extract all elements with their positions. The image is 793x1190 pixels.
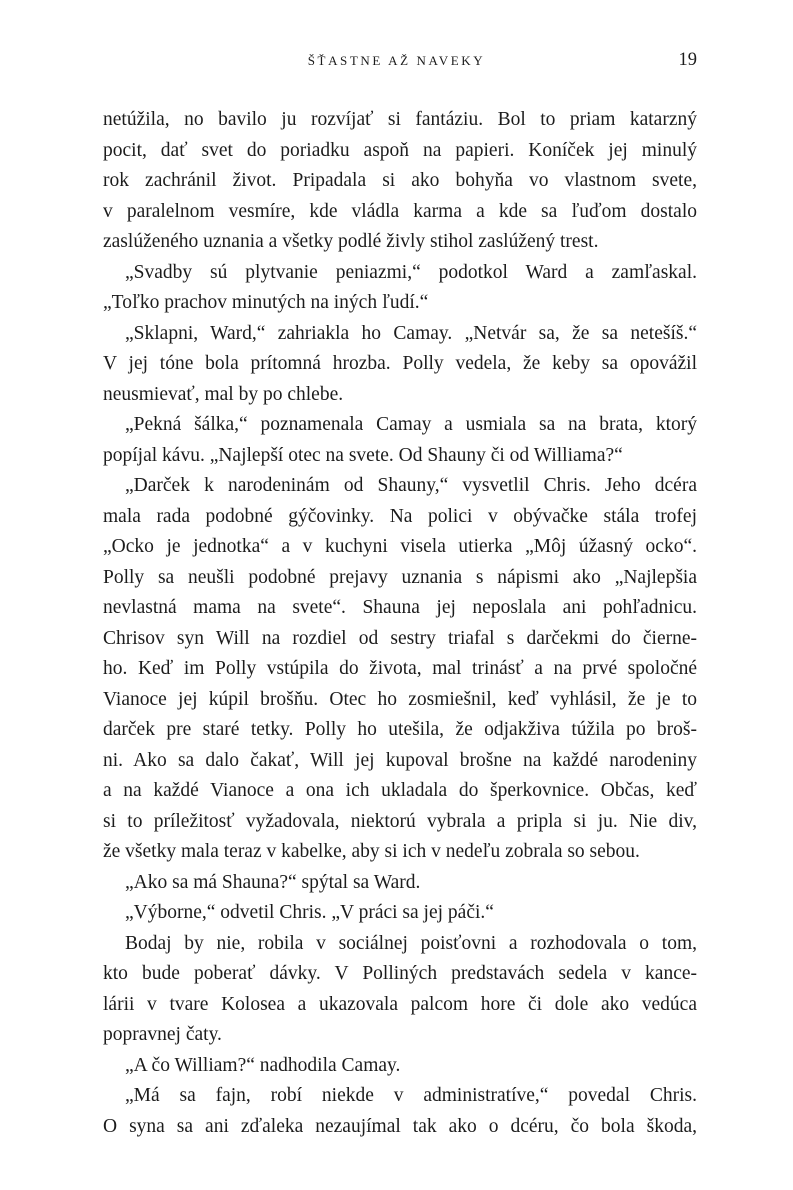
- text-line: „Ocko je jednotka“ a v kuchyni visela utierka „Môj úžasný ocko“.: [103, 536, 697, 557]
- text-line: V jej tóne bola prítomná hrozba. Polly vedela, že keby sa opovážil: [103, 353, 697, 374]
- text-line: ho. Keď im Polly vstúpila do života, mal trinásť a na prvé spoločné: [103, 658, 697, 679]
- text-line: O syna sa ani zďaleka nezaujímal tak ako o dcéru, čo bola škoda,: [103, 1115, 697, 1137]
- text-line: ni. Ako sa dalo čakať, Will jej kupoval brošne na každé narodeniny: [103, 749, 697, 771]
- text-line: „Svadby sú plytvanie peniazmi,“ podotkol Ward a zamľaskal.: [125, 261, 697, 283]
- text-line: popíjal kávu. „Najlepší otec na svete. Od Shauny či od Williama?“: [103, 444, 623, 466]
- text-line: rok zachránil život. Pripadala si ako bohyňa vo vlastnom svete,: [103, 170, 697, 191]
- text-line: a na každé Vianoce a ona ich ukladala do šperkovnice. Občas, keď: [103, 780, 697, 801]
- text-line: Vianoce jej kúpil brošňu. Otec ho zosmiešnil, keď vyhlásil, že je to: [103, 688, 697, 710]
- text-line: „A čo William?“ nadhodila Camay.: [125, 1054, 401, 1076]
- body-text: [103, 105, 697, 1142]
- text-line: Chrisov syn Will na rozdiel od sestry triafal s darčekmi do čierne-: [103, 627, 697, 649]
- text-line: „Ako sa má Shauna?“ spýtal sa Ward.: [125, 871, 421, 893]
- text-line: lárii v tvare Kolosea a ukazovala palcom hore či dole ako vedúca: [103, 993, 697, 1015]
- text-line: si to príležitosť vyžadovala, niektorú vybrala a pripla si ju. Nie div,: [103, 810, 697, 832]
- text-line: „Toľko prachov minutých na iných ľudí.“: [103, 292, 429, 313]
- text-line: v paralelnom vesmíre, kde vládla karma a kde sa ľuďom dostalo: [103, 200, 697, 222]
- text-line: že všetky mala teraz v kabelke, aby si ich v nedeľu zobrala so sebou.: [103, 841, 640, 862]
- text-line: nevlastná mama na svete“. Shauna jej neposlala ani pohľadnicu.: [103, 597, 697, 618]
- text-line: pocit, dať svet do poriadku aspoň na papieri. Koníček jej minulý: [103, 139, 697, 161]
- text-line: darček pre staré tetky. Polly ho utešila, že odjakživa túžila po broš-: [103, 719, 697, 740]
- text-line: „Sklapni, Ward,“ zahriakla ho Camay. „Netvár sa, že sa netešíš.“: [125, 322, 697, 344]
- text-line: kto bude poberať dávky. V Polliných predstavách sedela v kance-: [103, 963, 697, 984]
- running-header: [0, 52, 793, 72]
- text-line: mala rada podobné gýčovinky. Na polici v obývačke stála trofej: [103, 505, 697, 527]
- text-line: „Darček k narodeninám od Shauny,“ vysvetlil Chris. Jeho dcéra: [125, 475, 697, 496]
- text-line: netúžila, no bavilo ju rozvíjať si fantáziu. Bol to priam katarzný: [103, 109, 697, 130]
- text-line: Bodaj by nie, robila v sociálnej poisťovni a rozhodovala o tom,: [125, 932, 697, 954]
- text-line: „Pekná šálka,“ poznamenala Camay a usmiala sa na brata, ktorý: [125, 414, 697, 435]
- page-number: 19: [678, 50, 697, 70]
- text-line: popravnej čaty.: [103, 1024, 222, 1045]
- text-line: „Má sa fajn, robí niekde v administratíve,“ povedal Chris.: [125, 1085, 697, 1106]
- text-line: „Výborne,“ odvetil Chris. „V práci sa jej páči.“: [125, 902, 494, 923]
- text-line: Polly sa neušli podobné prejavy uznania s nápismi ako „Najlepšia: [103, 566, 697, 588]
- text-line: zaslúženého uznania a všetky podlé živly stihol zaslúžený trest.: [103, 231, 599, 252]
- running-title: ŠŤASTNE AŽ NAVEKY: [307, 53, 486, 68]
- text-line: neusmievať, mal by po chlebe.: [103, 383, 344, 405]
